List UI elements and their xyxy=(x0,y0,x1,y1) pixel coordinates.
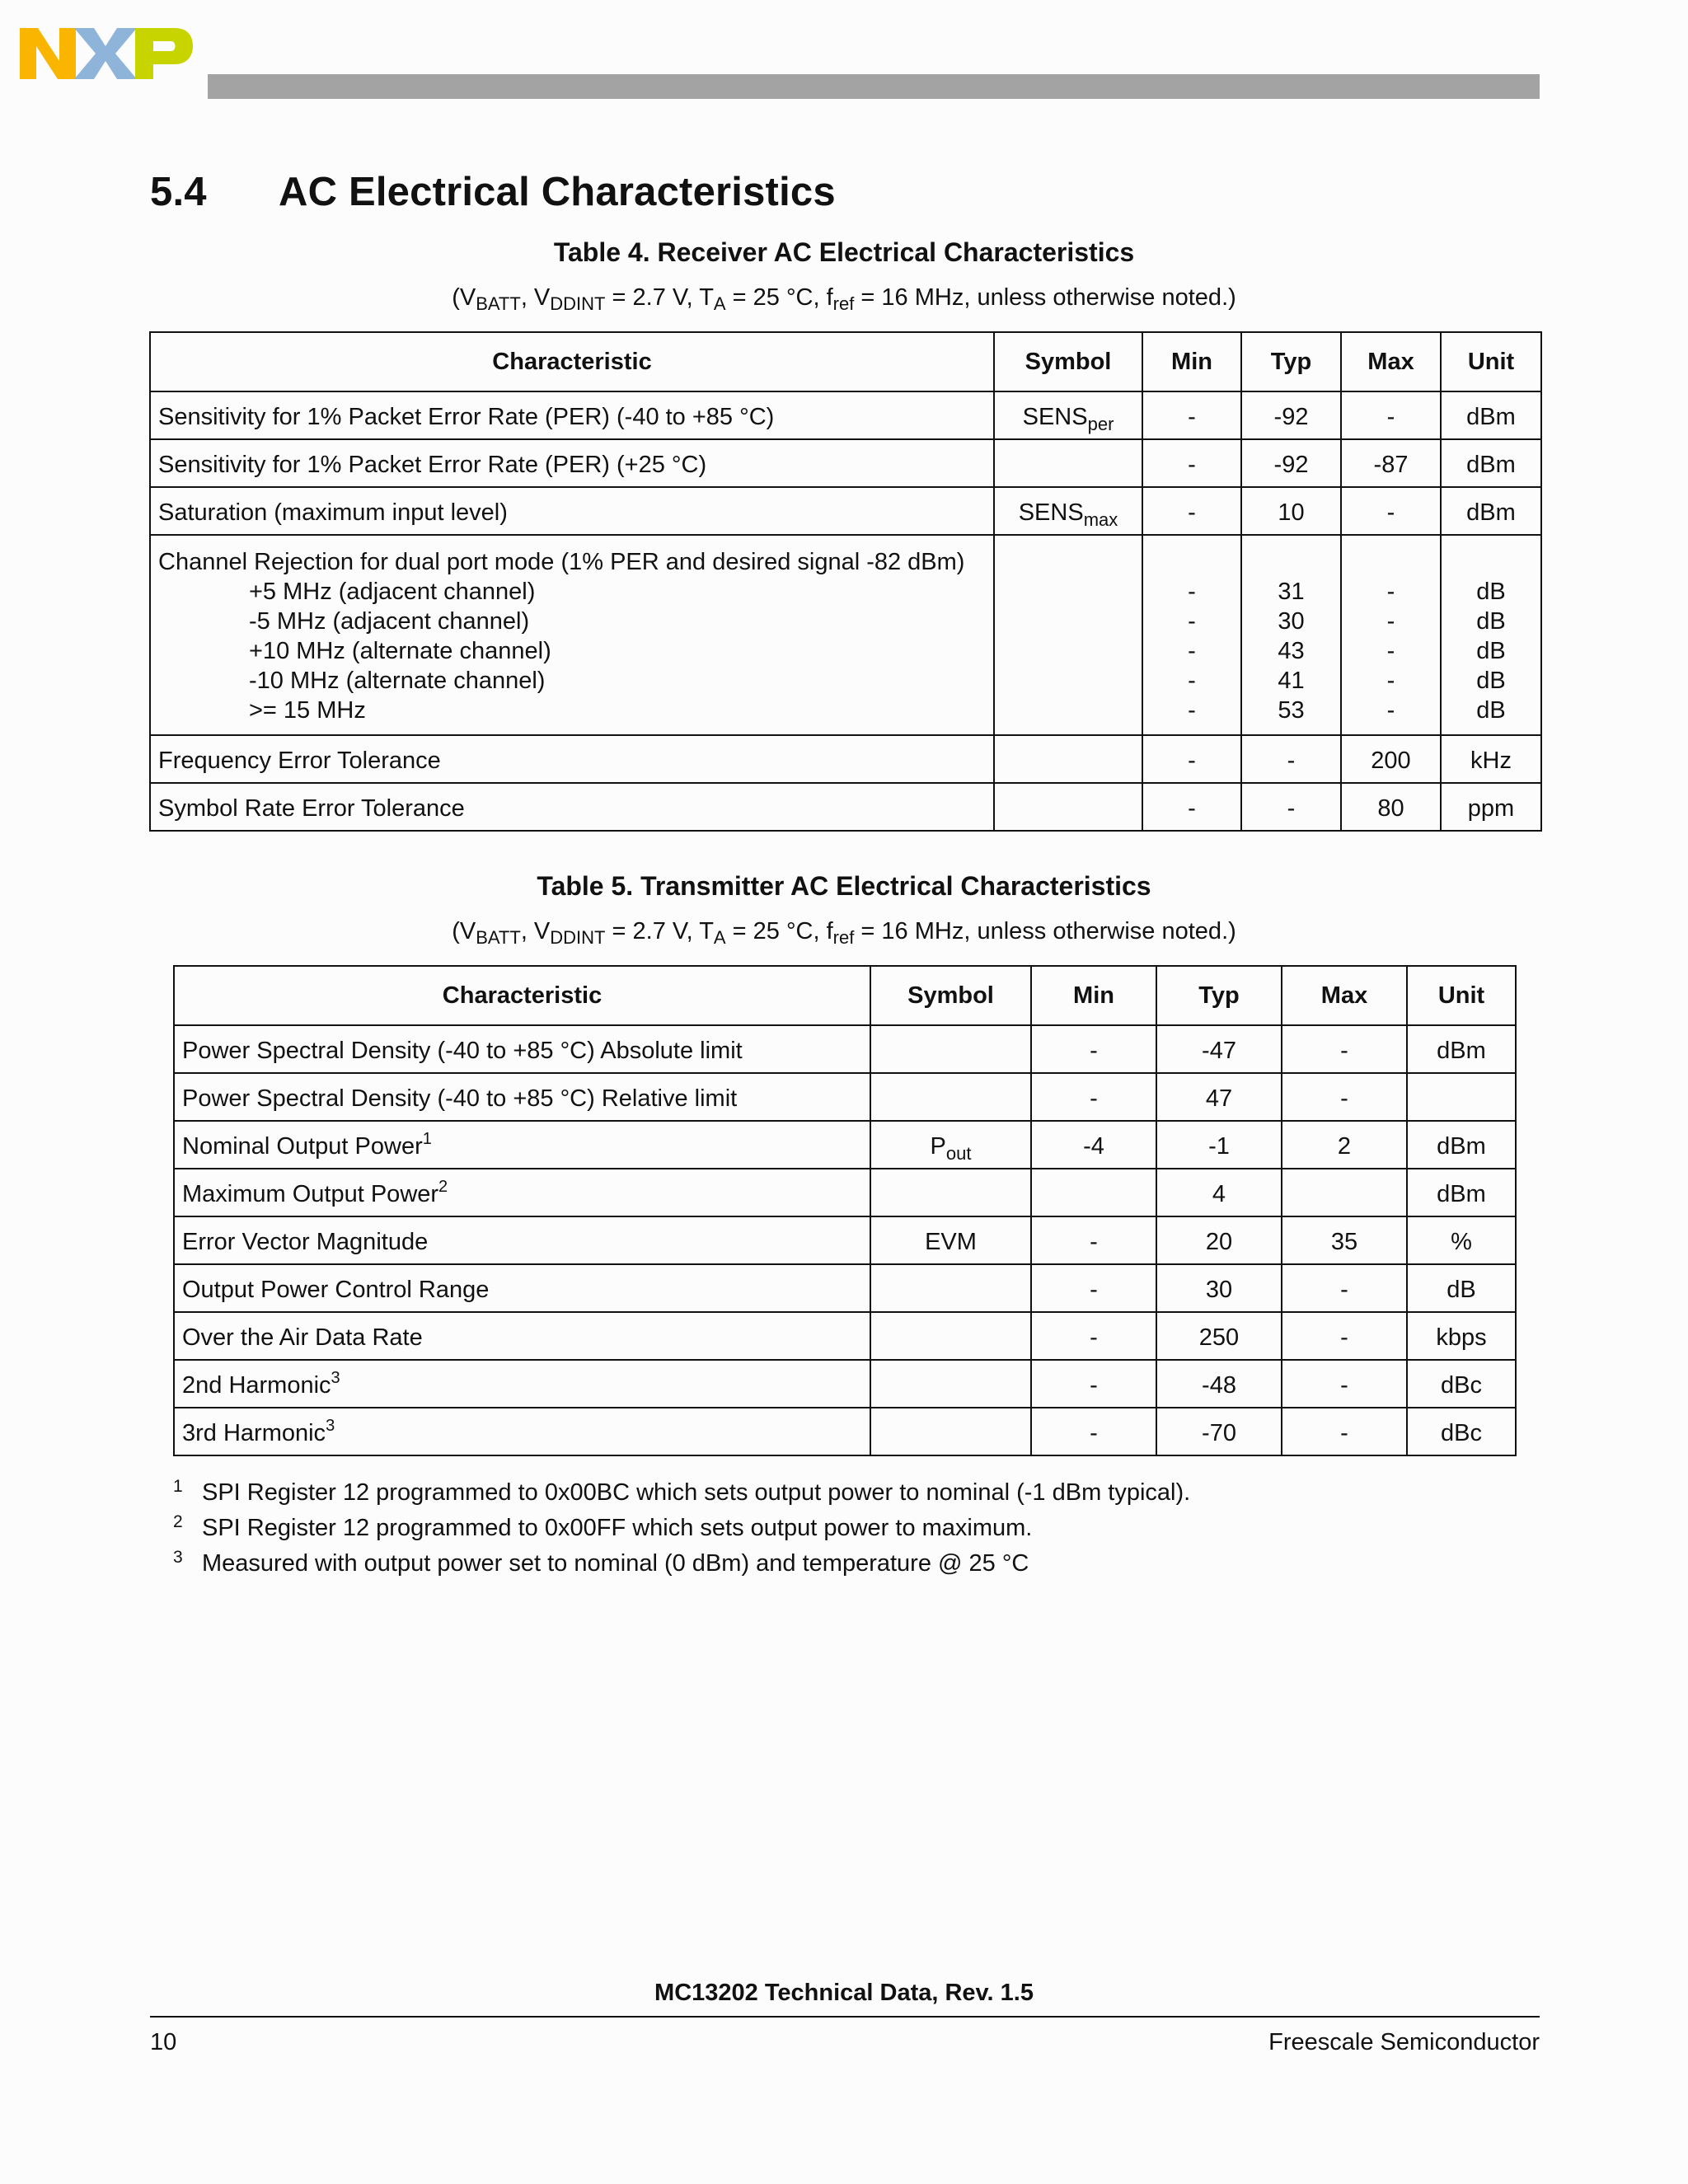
cell-symbol xyxy=(870,1169,1031,1216)
cell-symbol: $P_{out}$ xyxy=(870,1121,1031,1169)
cell-max: - xyxy=(1341,487,1441,535)
cell-typ: 250 xyxy=(1156,1312,1282,1360)
cell-symbol: $SENS_{per}$ xyxy=(994,391,1142,439)
header-max: Max xyxy=(1341,332,1441,391)
company-name: Freescale Semiconductor xyxy=(1268,2029,1540,2055)
cell-typ: 31 30 43 41 53 xyxy=(1241,535,1341,735)
table-row xyxy=(150,735,1541,783)
cell-characteristic: Power Spectral Density (-40 to +85 °C) Absolute limit xyxy=(174,1025,870,1073)
table5-title: Table 5. Transmitter AC Electrical Characteristics xyxy=(537,871,1151,901)
header-symbol: Symbol xyxy=(870,966,1031,1025)
cell-min: - xyxy=(1142,735,1241,783)
table-row xyxy=(174,1121,1516,1169)
cell-max: - - - - - xyxy=(1341,535,1441,735)
table-row xyxy=(174,1408,1516,1455)
cell-min: - - - - - xyxy=(1142,535,1241,735)
cell-typ: -92 xyxy=(1241,391,1341,439)
cell-characteristic: 2nd Harmonic$^3$ xyxy=(174,1360,870,1408)
cell-max: 200 xyxy=(1341,735,1441,783)
table5-conditions: ($V_{BATT}$, $V_{DDINT} = 2.7$ V, $T_A = 25$ °C, $f_{ref} = 16$ MHz, unless otherwise noted.) xyxy=(452,918,1236,948)
cell-typ: 47 xyxy=(1156,1073,1282,1121)
table-row xyxy=(174,1216,1516,1264)
cell-max: - xyxy=(1282,1312,1407,1360)
cell-max: - xyxy=(1341,391,1441,439)
cell-unit: dBm xyxy=(1441,391,1541,439)
table-header-row xyxy=(150,332,1541,391)
cell-typ: -70 xyxy=(1156,1408,1282,1455)
cell-unit: dBm xyxy=(1407,1025,1516,1073)
cell-min: - xyxy=(1031,1360,1156,1408)
cell-characteristic: Output Power Control Range xyxy=(174,1264,870,1312)
cell-max: - xyxy=(1282,1025,1407,1073)
table-row xyxy=(150,391,1541,439)
cell-max: - xyxy=(1282,1264,1407,1312)
footnote: 3 Measured with output power set to nominal (0 dBm) and temperature @ 25 °C xyxy=(173,1548,1029,1577)
cell-unit: dBm xyxy=(1441,439,1541,487)
nxp-logo xyxy=(20,20,193,87)
table4-conditions: ($V_{BATT}$, $V_{DDINT} = 2.7$ V, $T_A = 25$ °C, $f_{ref} = 16$ MHz, unless otherwise noted.) xyxy=(452,284,1236,314)
cell-unit xyxy=(1407,1073,1516,1121)
cell-unit: dB dB dB dB dB xyxy=(1441,535,1541,735)
cell-symbol xyxy=(870,1312,1031,1360)
cell-min: - xyxy=(1031,1073,1156,1121)
cell-min: - xyxy=(1031,1216,1156,1264)
cell-characteristic: Power Spectral Density (-40 to +85 °C) Relative limit xyxy=(174,1073,870,1121)
cell-min: - xyxy=(1142,487,1241,535)
cell-characteristic: 3rd Harmonic$^3$ xyxy=(174,1408,870,1455)
cell-symbol xyxy=(870,1073,1031,1121)
header-characteristic: Characteristic xyxy=(150,332,994,391)
cell-max: -87 xyxy=(1341,439,1441,487)
cell-unit: dBm xyxy=(1441,487,1541,535)
cell-characteristic: Maximum Output Power$^2$ xyxy=(174,1169,870,1216)
cell-typ: - xyxy=(1241,735,1341,783)
header-symbol: Symbol xyxy=(994,332,1142,391)
table-header-row xyxy=(174,966,1516,1025)
cell-symbol: EVM xyxy=(870,1216,1031,1264)
cell-characteristic: Symbol Rate Error Tolerance xyxy=(150,783,994,831)
cell-min: - xyxy=(1031,1408,1156,1455)
header-max: Max xyxy=(1282,966,1407,1025)
cell-characteristic: Over the Air Data Rate xyxy=(174,1312,870,1360)
table-row xyxy=(174,1025,1516,1073)
cell-symbol xyxy=(994,783,1142,831)
footnote: 2 SPI Register 12 programmed to 0x00FF which sets output power to maximum. xyxy=(173,1512,1033,1541)
table4-title: Table 4. Receiver AC Electrical Characteristics xyxy=(553,237,1135,267)
cell-unit: dBm xyxy=(1407,1121,1516,1169)
cell-typ: 4 xyxy=(1156,1169,1282,1216)
cell-min: - xyxy=(1142,391,1241,439)
section-title: AC Electrical Characteristics xyxy=(279,170,836,214)
footnotes xyxy=(173,1479,1190,1586)
header-unit: Unit xyxy=(1407,966,1516,1025)
header-characteristic: Characteristic xyxy=(174,966,870,1025)
cell-unit: dB xyxy=(1407,1264,1516,1312)
table-row xyxy=(150,439,1541,487)
cell-min xyxy=(1031,1169,1156,1216)
cell-unit: dBm xyxy=(1407,1169,1516,1216)
table4-receiver xyxy=(149,331,1542,832)
cell-typ: -92 xyxy=(1241,439,1341,487)
cell-min: - xyxy=(1031,1025,1156,1073)
header-typ: Typ xyxy=(1156,966,1282,1025)
cell-typ: -48 xyxy=(1156,1360,1282,1408)
cell-min: -4 xyxy=(1031,1121,1156,1169)
cell-max: - xyxy=(1282,1073,1407,1121)
table-row xyxy=(150,487,1541,535)
table-row xyxy=(174,1312,1516,1360)
section-number: 5.4 xyxy=(150,170,207,214)
table-row xyxy=(174,1169,1516,1216)
table-row xyxy=(174,1264,1516,1312)
cell-max: - xyxy=(1282,1408,1407,1455)
cell-characteristic: Sensitivity for 1% Packet Error Rate (PER) (-40 to +85 °C) xyxy=(150,391,994,439)
table-row xyxy=(174,1073,1516,1121)
cell-characteristic: Sensitivity for 1% Packet Error Rate (PER) (+25 °C) xyxy=(150,439,994,487)
cell-max: 2 xyxy=(1282,1121,1407,1169)
table-row xyxy=(150,783,1541,831)
footer-rule xyxy=(150,2016,1540,2018)
cell-symbol xyxy=(994,439,1142,487)
footnote: 1 SPI Register 12 programmed to 0x00BC which sets output power to nominal (-1 dBm typical). xyxy=(173,1477,1191,1506)
cell-unit: dBc xyxy=(1407,1408,1516,1455)
cell-characteristic: Saturation (maximum input level) xyxy=(150,487,994,535)
cell-min: - xyxy=(1142,783,1241,831)
header-min: Min xyxy=(1031,966,1156,1025)
cell-min: - xyxy=(1142,439,1241,487)
section-heading xyxy=(150,169,836,215)
cell-max: - xyxy=(1282,1360,1407,1408)
cell-typ: 30 xyxy=(1156,1264,1282,1312)
header-min: Min xyxy=(1142,332,1241,391)
footer-doc-title: MC13202 Technical Data, Rev. 1.5 xyxy=(654,1980,1034,2006)
header-typ: Typ xyxy=(1241,332,1341,391)
cell-symbol xyxy=(994,535,1142,735)
cell-min: - xyxy=(1031,1312,1156,1360)
page-number: 10 xyxy=(150,2029,177,2055)
header-unit: Unit xyxy=(1441,332,1541,391)
cell-max: 35 xyxy=(1282,1216,1407,1264)
cell-typ: -1 xyxy=(1156,1121,1282,1169)
cell-max: 80 xyxy=(1341,783,1441,831)
cell-min: - xyxy=(1031,1264,1156,1312)
cell-unit: dBc xyxy=(1407,1360,1516,1408)
header-bar xyxy=(208,74,1540,99)
cell-characteristic: Nominal Output Power$^1$ xyxy=(174,1121,870,1169)
cell-symbol xyxy=(870,1264,1031,1312)
table-row xyxy=(174,1360,1516,1408)
cell-typ: -47 xyxy=(1156,1025,1282,1073)
cell-symbol xyxy=(994,735,1142,783)
cell-characteristic: Frequency Error Tolerance xyxy=(150,735,994,783)
table5-transmitter xyxy=(173,965,1517,1456)
cell-symbol xyxy=(870,1408,1031,1455)
cell-symbol xyxy=(870,1360,1031,1408)
cell-characteristic: Channel Rejection for dual port mode (1% PER and desired signal -82 dBm) +5 MHz (adjacent channel) -5 MHz (adjacent channel) +10 MHz (alternate channel) -10 MHz (alternate channel) >= 15 MHz xyxy=(150,535,994,735)
cell-unit: kHz xyxy=(1441,735,1541,783)
cell-unit: % xyxy=(1407,1216,1516,1264)
cell-typ: 20 xyxy=(1156,1216,1282,1264)
cell-characteristic: Error Vector Magnitude xyxy=(174,1216,870,1264)
table-row-channel-rejection xyxy=(150,535,1541,735)
cell-max xyxy=(1282,1169,1407,1216)
cell-symbol xyxy=(870,1025,1031,1073)
cell-unit: kbps xyxy=(1407,1312,1516,1360)
cell-unit: ppm xyxy=(1441,783,1541,831)
cell-symbol: $SENS_{max}$ xyxy=(994,487,1142,535)
cell-typ: 10 xyxy=(1241,487,1341,535)
cell-typ: - xyxy=(1241,783,1341,831)
